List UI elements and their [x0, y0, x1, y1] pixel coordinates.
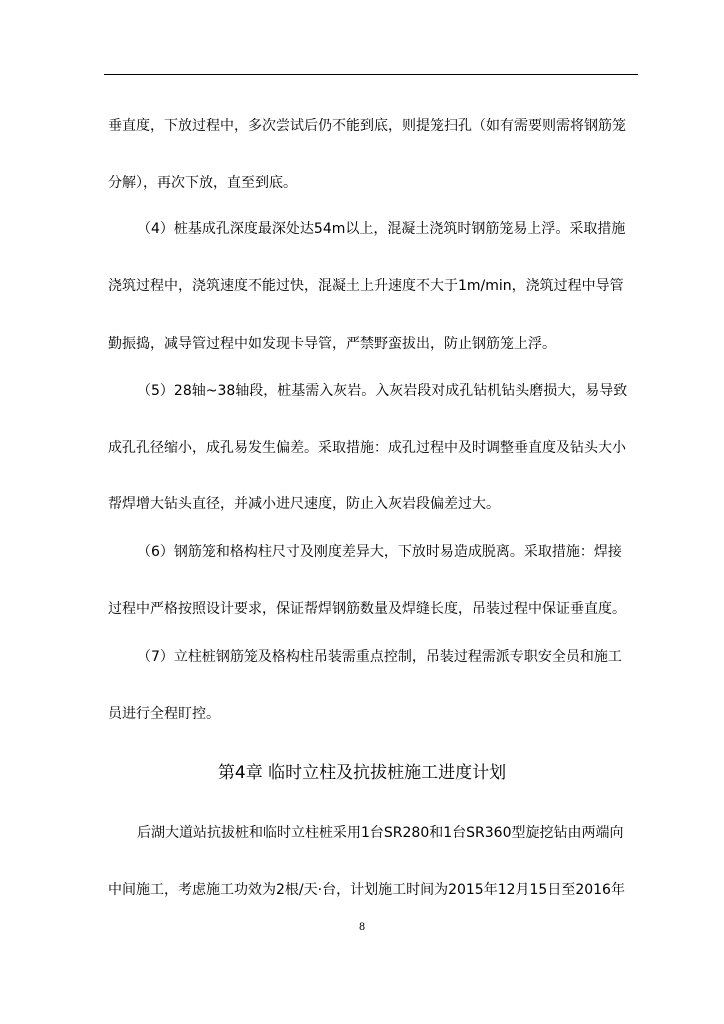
text-line: 中间施工，考虑施工功效为2根/天·台，计划施工时间为2015年12月15日至2016年	[108, 882, 625, 898]
text-line: 分解），再次下放，直至到底。	[108, 175, 297, 191]
text-line: 帮焊增大钻头直径，并减小进尺速度，防止入灰岩段偏差过大。	[108, 496, 500, 512]
text-line: （4）桩基成孔深度最深处达54m以上，混凝土浇筑时钢筋笼易上浮。采取措施	[137, 221, 626, 237]
text-line: 后湖大道站抗拔桩和临时立柱桩采用1台SR280和1台SR360型旋挖钻由两端向	[137, 825, 624, 841]
text-line: （5）28轴~38轴段，桩基需入灰岩。入灰岩段对成孔钻机钻头磨损大，易导致	[137, 383, 628, 399]
text-line: 成孔孔径缩小，成孔易发生偏差。采取措施：成孔过程中及时调整垂直度及钻头大小	[108, 440, 626, 456]
text-line: （7）立柱桩钢筋笼及格构柱吊装需重点控制，吊装过程需派专职安全员和施工	[137, 649, 622, 665]
text-line: 过程中严格按照设计要求，保证帮焊钢筋数量及焊缝长度，吊装过程中保证垂直度。	[108, 601, 626, 617]
text-line: 浇筑过程中，浇筑速度不能过快，混凝土上升速度不大于1m/min，浇筑过程中导管	[108, 278, 624, 294]
chapter-heading: 第4章 临时立柱及抗拔桩施工进度计划	[217, 763, 507, 783]
header-rule	[104, 74, 638, 75]
text-line: 勤振捣，减导管过程中如发现卡导管，严禁野蛮拔出，防止钢筋笼上浮。	[108, 336, 556, 352]
text-line: 员进行全程盯控。	[108, 706, 220, 722]
page-number: 8	[358, 922, 366, 933]
text-line: （6）钢筋笼和格构柱尺寸及刚度差异大，下放时易造成脱离。采取措施：焊接	[137, 544, 622, 560]
text-line: 垂直度，下放过程中，多次尝试后仍不能到底，则提笼扫孔（如有需要则需将钢筋笼	[108, 118, 626, 134]
